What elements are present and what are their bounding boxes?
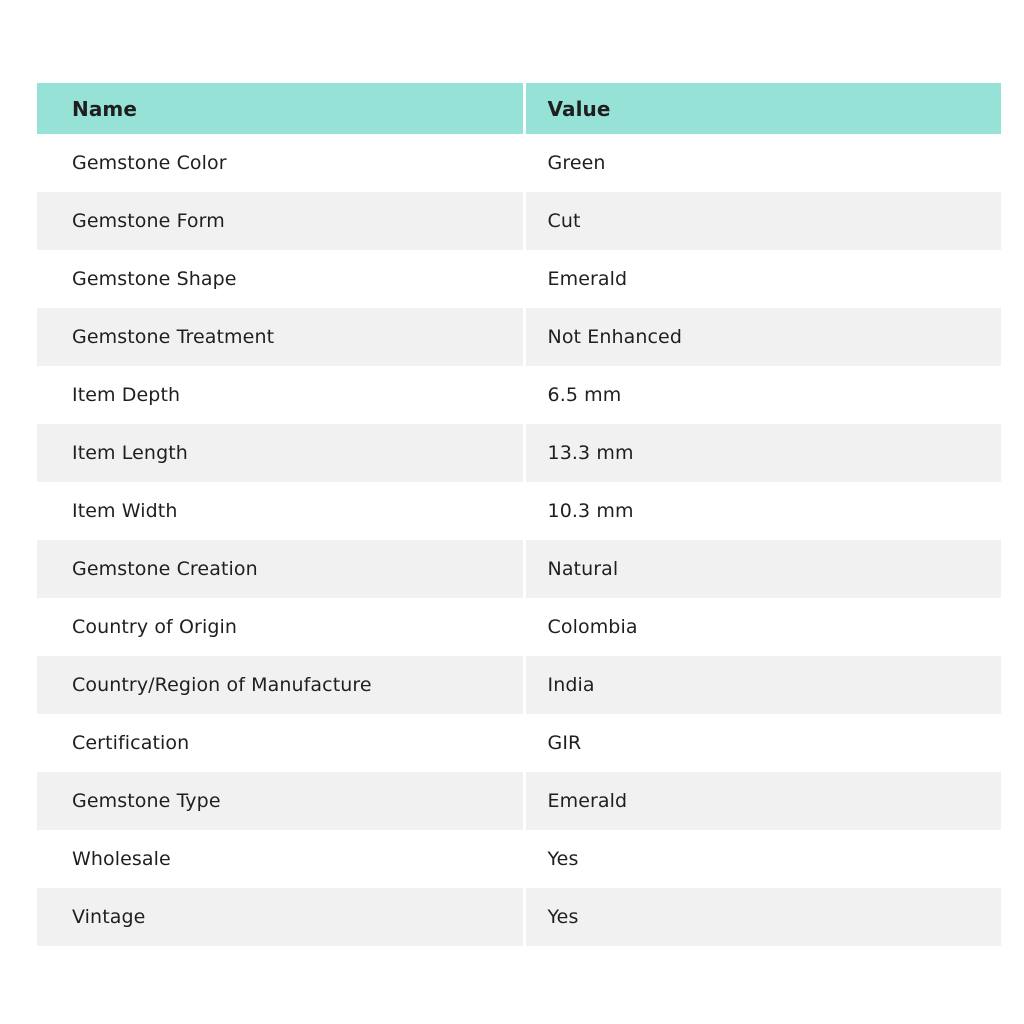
table-row — [37, 540, 1001, 598]
table-header — [37, 83, 1001, 134]
table-row — [37, 366, 1001, 424]
spec-name: Country/Region of Manufacture — [37, 656, 524, 714]
spec-name: Gemstone Creation — [37, 540, 524, 598]
spec-name: Gemstone Treatment — [37, 308, 524, 366]
spec-value: Yes — [524, 830, 1001, 888]
table-row — [37, 656, 1001, 714]
table-row — [37, 308, 1001, 366]
spec-value: Colombia — [524, 598, 1001, 656]
spec-name: Gemstone Color — [37, 134, 524, 192]
table-row — [37, 482, 1001, 540]
spec-value: Not Enhanced — [524, 308, 1001, 366]
spec-name: Item Depth — [37, 366, 524, 424]
spec-value: 6.5 mm — [524, 366, 1001, 424]
table-row — [37, 714, 1001, 772]
spec-value: Green — [524, 134, 1001, 192]
spec-name: Gemstone Shape — [37, 250, 524, 308]
column-header-name: Name — [37, 83, 524, 134]
table-row — [37, 134, 1001, 192]
table-body — [37, 134, 1001, 946]
spec-value: Emerald — [524, 772, 1001, 830]
table-row — [37, 830, 1001, 888]
spec-name: Country of Origin — [37, 598, 524, 656]
table-row — [37, 250, 1001, 308]
header-row — [37, 83, 1001, 134]
spec-value: India — [524, 656, 1001, 714]
spec-name: Gemstone Form — [37, 192, 524, 250]
spec-value: GIR — [524, 714, 1001, 772]
spec-value: 10.3 mm — [524, 482, 1001, 540]
item-specifics-table — [37, 83, 1001, 946]
table-row — [37, 598, 1001, 656]
spec-value: Emerald — [524, 250, 1001, 308]
spec-name: Vintage — [37, 888, 524, 946]
column-header-value: Value — [524, 83, 1001, 134]
spec-name: Certification — [37, 714, 524, 772]
spec-name: Item Length — [37, 424, 524, 482]
table-row — [37, 424, 1001, 482]
spec-value: 13.3 mm — [524, 424, 1001, 482]
table-row — [37, 772, 1001, 830]
spec-value: Cut — [524, 192, 1001, 250]
spec-name: Gemstone Type — [37, 772, 524, 830]
spec-name: Wholesale — [37, 830, 524, 888]
spec-value: Natural — [524, 540, 1001, 598]
table-row — [37, 888, 1001, 946]
spec-value: Yes — [524, 888, 1001, 946]
spec-name: Item Width — [37, 482, 524, 540]
table-row — [37, 192, 1001, 250]
